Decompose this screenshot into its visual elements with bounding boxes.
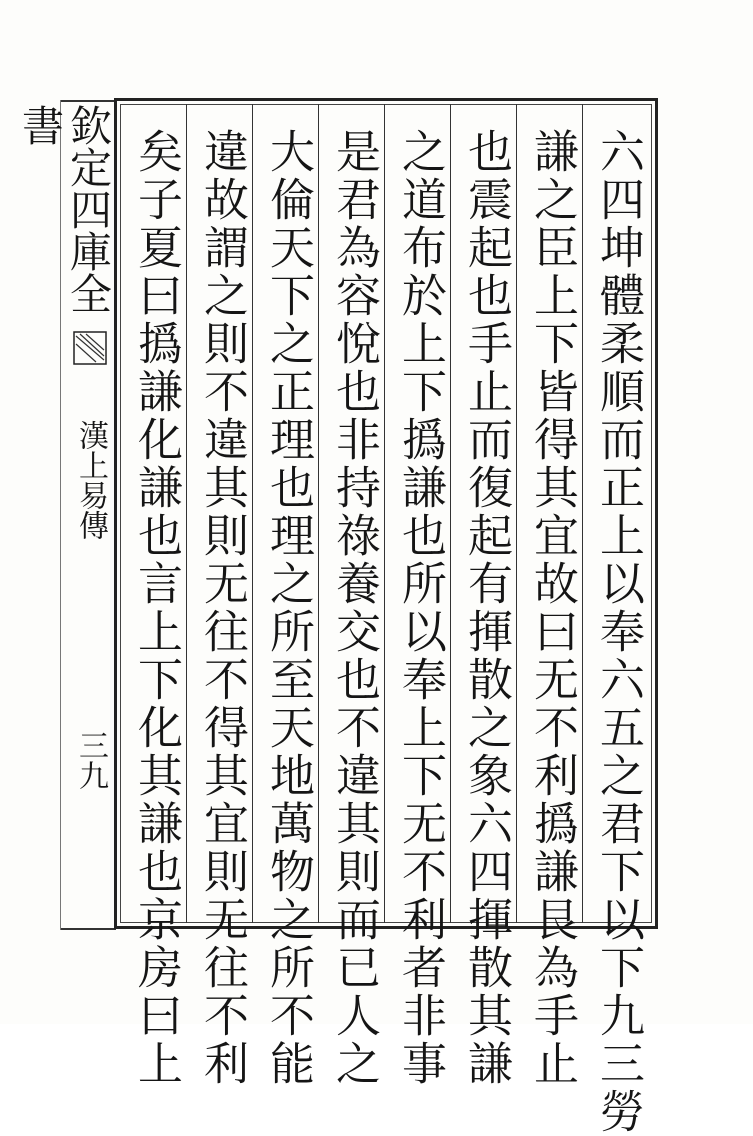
text-column-4: 之道布於上下撝謙也所以奉上下无不利者非事	[394, 128, 447, 1088]
margin-rule	[60, 100, 61, 930]
book-title: 漢上易傳	[73, 420, 108, 540]
text-column-6: 大倫天下之正理也理之所至天地萬物之所不能	[262, 128, 315, 1088]
text-column-7: 違故謂之則不違其則无往不得其宜則无往不利	[196, 128, 249, 1088]
collection-title: 欽定四庫全書	[16, 104, 113, 314]
text-column-8: 矣子夏曰撝謙化謙也言上下化其謙也京房曰上	[130, 128, 183, 1088]
text-column-3: 也震起也手止而復起有揮散之象六四揮散其謙	[460, 128, 513, 1088]
text-column-2: 謙之臣上下皆得其宜故曰无不利撝謙艮為手止	[526, 128, 579, 1088]
page-number: 三九	[73, 730, 108, 790]
text-column-5: 是君為容悅也非持祿養交也不違其則而已人之	[328, 128, 381, 1088]
fish-tail-mark	[72, 330, 108, 366]
text-column-1: 六四坤體柔順而正上以奉六五之君下以下九三勞	[592, 128, 645, 1136]
